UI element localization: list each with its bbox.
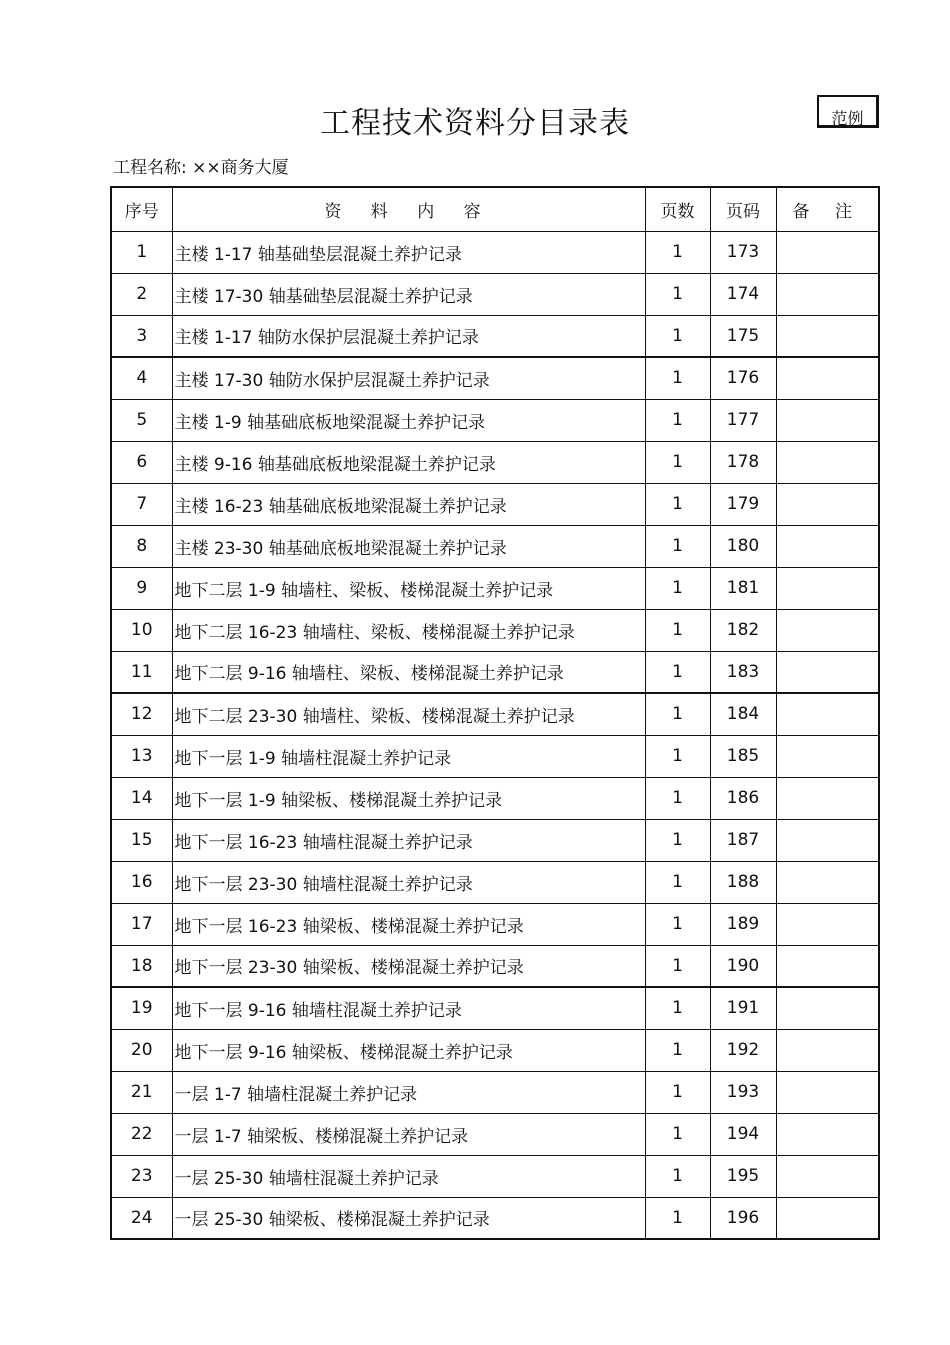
header-remark: 备 注: [776, 187, 879, 231]
header-no: 序号: [111, 187, 172, 231]
row-remark: [776, 357, 879, 399]
row-remark: [776, 1113, 879, 1155]
row-remark: [776, 1071, 879, 1113]
row-pages: 1: [645, 525, 710, 567]
row-pages: 1: [645, 1071, 710, 1113]
row-remark: [776, 399, 879, 441]
row-no: 12: [111, 693, 172, 735]
row-remark: [776, 567, 879, 609]
row-content: 地下一层 1-9 轴墙柱混凝土养护记录: [172, 735, 645, 777]
table-row: [111, 273, 879, 315]
row-page-no: 185: [710, 735, 776, 777]
row-no: 9: [111, 567, 172, 609]
row-remark: [776, 987, 879, 1029]
sample-stamp: 范例: [817, 95, 879, 128]
row-page-no: 179: [710, 483, 776, 525]
row-no: 10: [111, 609, 172, 651]
row-pages: 1: [645, 903, 710, 945]
row-remark: [776, 735, 879, 777]
row-pages: 1: [645, 1029, 710, 1071]
row-pages: 1: [645, 777, 710, 819]
row-pages: 1: [645, 1113, 710, 1155]
row-no: 15: [111, 819, 172, 861]
row-page-no: 178: [710, 441, 776, 483]
row-no: 18: [111, 945, 172, 987]
row-page-no: 177: [710, 399, 776, 441]
row-remark: [776, 1029, 879, 1071]
row-no: 21: [111, 1071, 172, 1113]
row-remark: [776, 1197, 879, 1239]
table-row: [111, 777, 879, 819]
row-pages: 1: [645, 861, 710, 903]
row-page-no: 175: [710, 315, 776, 357]
row-page-no: 195: [710, 1155, 776, 1197]
row-remark: [776, 819, 879, 861]
table-row: [111, 651, 879, 693]
table-row: [111, 357, 879, 399]
row-pages: 1: [645, 735, 710, 777]
row-pages: 1: [645, 441, 710, 483]
row-page-no: 184: [710, 693, 776, 735]
row-content: 一层 25-30 轴梁板、楼梯混凝土养护记录: [172, 1197, 645, 1239]
row-remark: [776, 483, 879, 525]
row-content: 地下一层 23-30 轴梁板、楼梯混凝土养护记录: [172, 945, 645, 987]
row-no: 24: [111, 1197, 172, 1239]
table-row: [111, 735, 879, 777]
row-content: 一层 1-7 轴梁板、楼梯混凝土养护记录: [172, 1113, 645, 1155]
row-page-no: 187: [710, 819, 776, 861]
row-page-no: 176: [710, 357, 776, 399]
table-row: [111, 1113, 879, 1155]
row-content: 地下二层 9-16 轴墙柱、梁板、楼梯混凝土养护记录: [172, 651, 645, 693]
row-content: 主楼 17-30 轴防水保护层混凝土养护记录: [172, 357, 645, 399]
table-row: [111, 399, 879, 441]
table-row: [111, 1197, 879, 1239]
row-pages: 1: [645, 693, 710, 735]
row-remark: [776, 525, 879, 567]
page-title: 工程技术资料分目录表: [320, 106, 630, 141]
row-page-no: 180: [710, 525, 776, 567]
row-page-no: 186: [710, 777, 776, 819]
table-row: [111, 231, 879, 273]
row-no: 17: [111, 903, 172, 945]
row-pages: 1: [645, 1197, 710, 1239]
row-content: 地下二层 1-9 轴墙柱、梁板、楼梯混凝土养护记录: [172, 567, 645, 609]
row-no: 8: [111, 525, 172, 567]
row-content: 一层 25-30 轴墙柱混凝土养护记录: [172, 1155, 645, 1197]
row-no: 4: [111, 357, 172, 399]
row-content: 地下一层 23-30 轴墙柱混凝土养护记录: [172, 861, 645, 903]
row-content: 主楼 16-23 轴基础底板地梁混凝土养护记录: [172, 483, 645, 525]
row-content: 主楼 1-9 轴基础底板地梁混凝土养护记录: [172, 399, 645, 441]
table-row: [111, 693, 879, 735]
row-pages: 1: [645, 231, 710, 273]
row-remark: [776, 903, 879, 945]
row-page-no: 173: [710, 231, 776, 273]
row-content: 主楼 1-17 轴防水保护层混凝土养护记录: [172, 315, 645, 357]
row-page-no: 196: [710, 1197, 776, 1239]
row-remark: [776, 441, 879, 483]
row-pages: 1: [645, 357, 710, 399]
row-no: 14: [111, 777, 172, 819]
row-remark: [776, 651, 879, 693]
row-pages: 1: [645, 315, 710, 357]
row-remark: [776, 945, 879, 987]
table-row: [111, 1029, 879, 1071]
table-row: [111, 315, 879, 357]
row-remark: [776, 777, 879, 819]
row-content: 主楼 1-17 轴基础垫层混凝土养护记录: [172, 231, 645, 273]
row-content: 主楼 23-30 轴基础底板地梁混凝土养护记录: [172, 525, 645, 567]
row-remark: [776, 315, 879, 357]
row-page-no: 181: [710, 567, 776, 609]
row-no: 20: [111, 1029, 172, 1071]
table-row: [111, 987, 879, 1029]
row-content: 地下二层 16-23 轴墙柱、梁板、楼梯混凝土养护记录: [172, 609, 645, 651]
table-row: [111, 609, 879, 651]
row-page-no: 188: [710, 861, 776, 903]
row-no: 7: [111, 483, 172, 525]
table-row: [111, 945, 879, 987]
table-row: [111, 483, 879, 525]
row-remark: [776, 231, 879, 273]
row-page-no: 190: [710, 945, 776, 987]
row-no: 22: [111, 1113, 172, 1155]
table-row: [111, 567, 879, 609]
row-page-no: 174: [710, 273, 776, 315]
row-remark: [776, 861, 879, 903]
row-page-no: 182: [710, 609, 776, 651]
row-remark: [776, 609, 879, 651]
row-content: 地下一层 9-16 轴墙柱混凝土养护记录: [172, 987, 645, 1029]
row-pages: 1: [645, 483, 710, 525]
table-row: [111, 525, 879, 567]
row-no: 1: [111, 231, 172, 273]
row-page-no: 191: [710, 987, 776, 1029]
header-page-no: 页码: [710, 187, 776, 231]
row-content: 地下一层 1-9 轴梁板、楼梯混凝土养护记录: [172, 777, 645, 819]
table-row: [111, 903, 879, 945]
row-page-no: 189: [710, 903, 776, 945]
row-pages: 1: [645, 399, 710, 441]
row-content: 地下二层 23-30 轴墙柱、梁板、楼梯混凝土养护记录: [172, 693, 645, 735]
row-no: 16: [111, 861, 172, 903]
row-pages: 1: [645, 1155, 710, 1197]
row-pages: 1: [645, 945, 710, 987]
table-header-row: [111, 187, 879, 231]
row-page-no: 192: [710, 1029, 776, 1071]
row-content: 主楼 17-30 轴基础垫层混凝土养护记录: [172, 273, 645, 315]
catalog-table: [110, 186, 880, 1240]
row-page-no: 193: [710, 1071, 776, 1113]
header-content: 资 料 内 容: [172, 187, 645, 231]
row-no: 3: [111, 315, 172, 357]
row-no: 11: [111, 651, 172, 693]
row-no: 13: [111, 735, 172, 777]
row-remark: [776, 1155, 879, 1197]
table-row: [111, 441, 879, 483]
row-content: 一层 1-7 轴墙柱混凝土养护记录: [172, 1071, 645, 1113]
row-content: 地下一层 9-16 轴梁板、楼梯混凝土养护记录: [172, 1029, 645, 1071]
project-name-label: 工程名称: ××商务大厦: [113, 158, 289, 178]
row-remark: [776, 273, 879, 315]
row-pages: 1: [645, 987, 710, 1029]
row-no: 5: [111, 399, 172, 441]
row-pages: 1: [645, 609, 710, 651]
row-remark: [776, 693, 879, 735]
row-content: 主楼 9-16 轴基础底板地梁混凝土养护记录: [172, 441, 645, 483]
row-no: 6: [111, 441, 172, 483]
row-no: 23: [111, 1155, 172, 1197]
row-pages: 1: [645, 273, 710, 315]
row-pages: 1: [645, 567, 710, 609]
row-no: 19: [111, 987, 172, 1029]
table-row: [111, 861, 879, 903]
header-pages: 页数: [645, 187, 710, 231]
row-page-no: 183: [710, 651, 776, 693]
row-pages: 1: [645, 819, 710, 861]
row-content: 地下一层 16-23 轴墙柱混凝土养护记录: [172, 819, 645, 861]
row-page-no: 194: [710, 1113, 776, 1155]
table-row: [111, 1071, 879, 1113]
row-no: 2: [111, 273, 172, 315]
table-row: [111, 1155, 879, 1197]
row-content: 地下一层 16-23 轴梁板、楼梯混凝土养护记录: [172, 903, 645, 945]
table-row: [111, 819, 879, 861]
row-pages: 1: [645, 651, 710, 693]
